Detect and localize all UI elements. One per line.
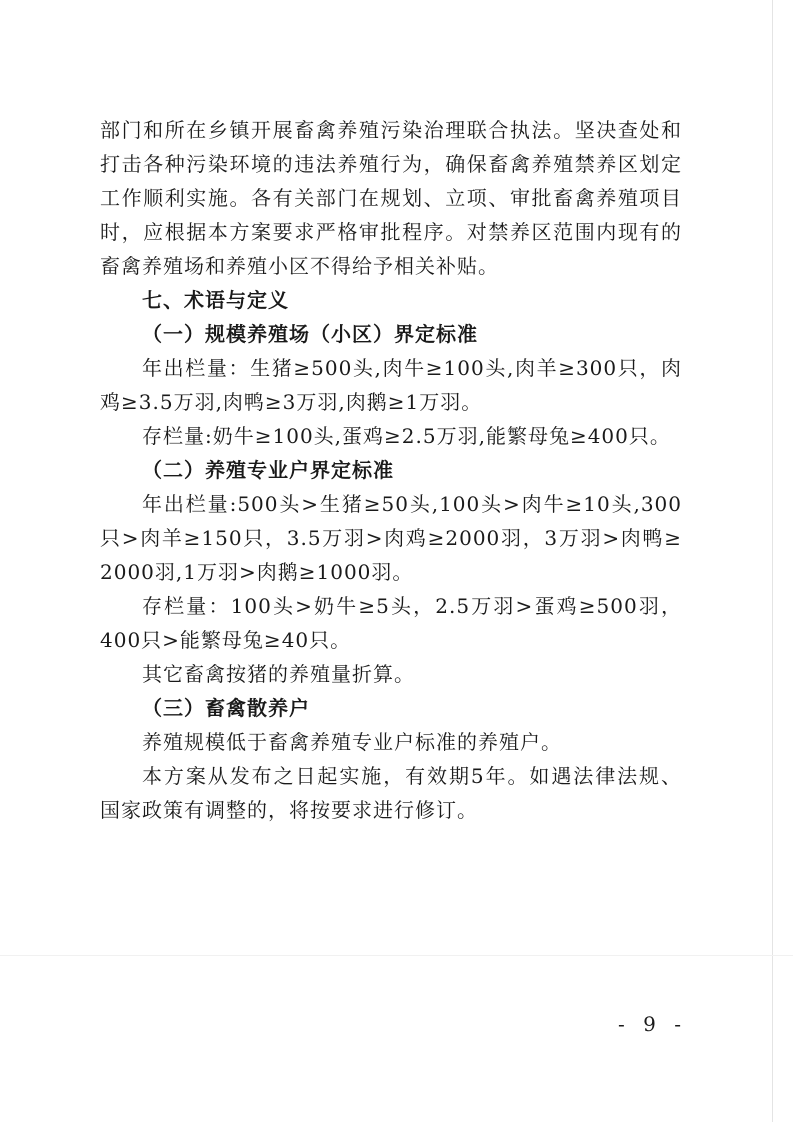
text-line: 时，应根据本方案要求严格审批程序。对禁养区范围内现有的 bbox=[100, 220, 682, 244]
text-line: 存栏量:奶牛≥100头,蛋鸡≥2.5万羽,能繁母兔≥400只。 bbox=[142, 424, 671, 448]
text-line: 年出栏量:500头>生猪≥50头,100头>肉牛≥10头,300 bbox=[142, 492, 682, 516]
text-line: 工作顺利实施。各有关部门在规划、立项、审批畜禽养殖项目 bbox=[100, 186, 682, 210]
text-line: 年出栏量：生猪≥500头,肉牛≥100头,肉羊≥300只，肉 bbox=[142, 356, 682, 380]
text-line: 2000羽,1万羽>肉鹅≥1000羽。 bbox=[100, 560, 414, 584]
section-heading: 七、术语与定义 bbox=[142, 288, 289, 312]
text-line: 国家政策有调整的，将按要求进行修订。 bbox=[100, 798, 478, 822]
text-line: 存栏量：100头>奶牛≥5头，2.5万羽>蛋鸡≥500羽， bbox=[142, 594, 682, 618]
text-line: 畜禽养殖场和养殖小区不得给予相关补贴。 bbox=[100, 254, 499, 278]
page-edge bbox=[772, 0, 773, 1122]
scan-artifact-line bbox=[0, 955, 793, 956]
subsection-heading: （一）规模养殖场（小区）界定标准 bbox=[142, 322, 478, 346]
text-line: 养殖规模低于畜禽养殖专业户标准的养殖户。 bbox=[142, 730, 562, 754]
text-line: 400只>能繁母兔≥40只。 bbox=[100, 628, 352, 652]
text-line: 部门和所在乡镇开展畜禽养殖污染治理联合执法。坚决查处和 bbox=[100, 118, 682, 142]
page-number: - 9 - bbox=[618, 1012, 687, 1036]
text-line: 只>肉羊≥150只，3.5万羽>肉鸡≥2000羽，3万羽>肉鸭≥ bbox=[100, 526, 682, 550]
text-line: 本方案从发布之日起实施，有效期5年。如遇法律法规、 bbox=[142, 764, 682, 788]
document-body bbox=[100, 113, 682, 827]
text-line: 其它畜禽按猪的养殖量折算。 bbox=[142, 662, 415, 686]
subsection-heading: （二）养殖专业户界定标准 bbox=[142, 458, 394, 482]
text-line: 鸡≥3.5万羽,肉鸭≥3万羽,肉鹅≥1万羽。 bbox=[100, 390, 483, 414]
text-line: 打击各种污染环境的违法养殖行为，确保畜禽养殖禁养区划定 bbox=[100, 152, 682, 176]
subsection-heading: （三）畜禽散养户 bbox=[142, 696, 310, 720]
